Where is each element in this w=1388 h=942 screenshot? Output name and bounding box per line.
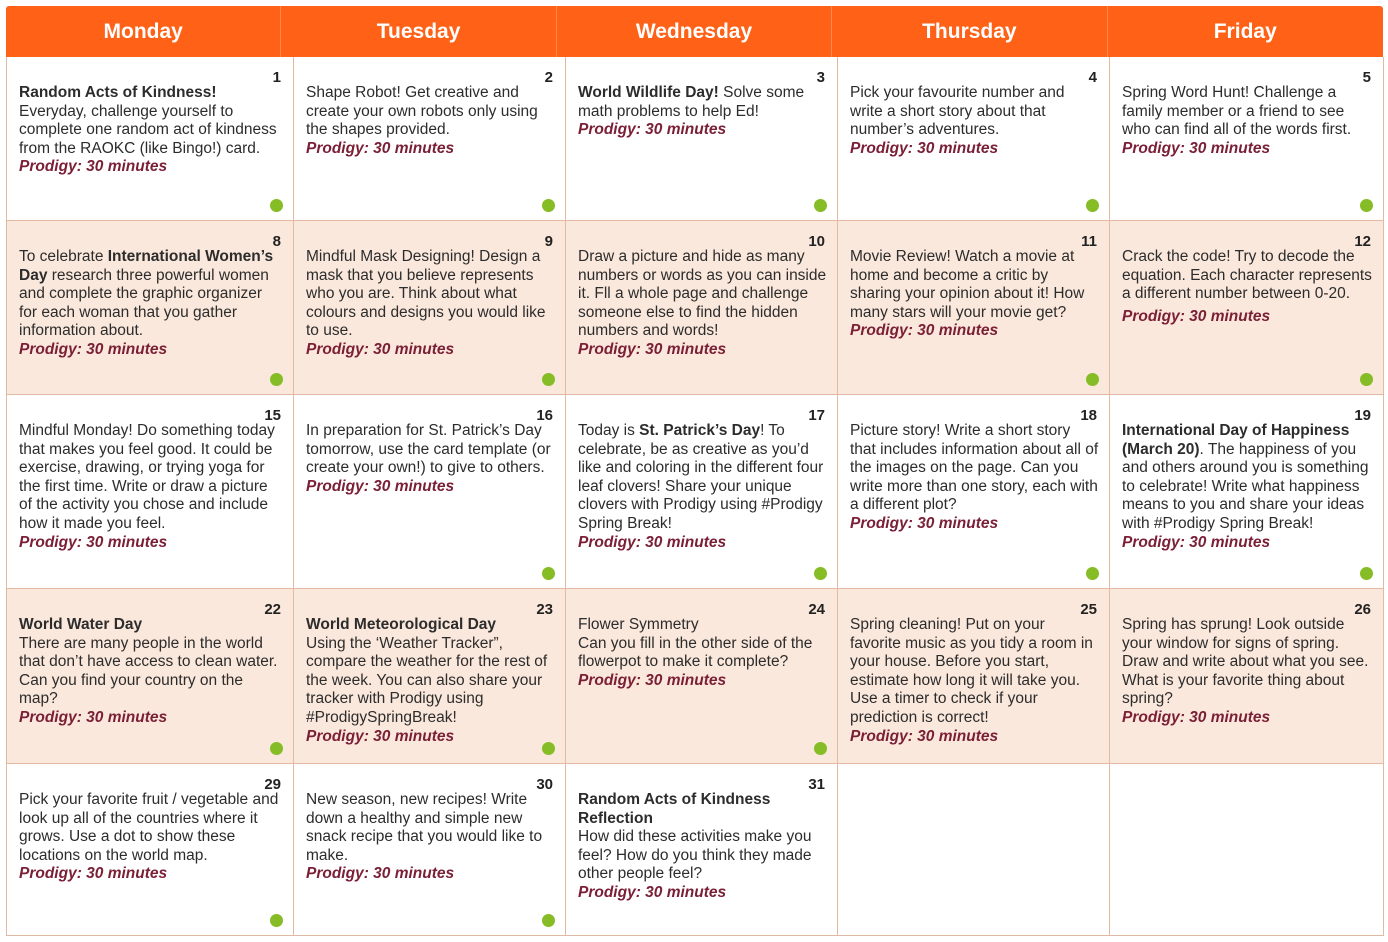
status-dot bbox=[542, 567, 555, 580]
prodigy-time: Prodigy: 30 minutes bbox=[306, 727, 455, 745]
day-cell-26 bbox=[1110, 589, 1384, 764]
activity-text: Can you fill in the other side of the flowerpot to make it complete? bbox=[578, 634, 813, 671]
day-number: 19 bbox=[1354, 407, 1371, 424]
prodigy-time: Prodigy: 30 minutes bbox=[306, 139, 455, 157]
status-dot bbox=[270, 373, 283, 386]
day-number: 22 bbox=[264, 601, 281, 618]
prodigy-time: Prodigy: 30 minutes bbox=[1122, 139, 1271, 157]
day-number: 10 bbox=[808, 233, 825, 250]
status-dot bbox=[1086, 567, 1099, 580]
activity-text: Shape Robot! Get creative and create your own robots only using the shapes provided. bbox=[306, 84, 538, 139]
prodigy-time: Prodigy: 30 minutes bbox=[19, 340, 168, 358]
status-dot bbox=[814, 567, 827, 580]
prodigy-time: Prodigy: 30 minutes bbox=[850, 514, 999, 532]
day-cell-22 bbox=[7, 589, 294, 764]
prodigy-time: Prodigy: 30 minutes bbox=[578, 121, 727, 139]
prodigy-time: Prodigy: 30 minutes bbox=[850, 322, 999, 340]
day-cell-30 bbox=[294, 764, 566, 936]
header-thursday: Thursday bbox=[832, 6, 1107, 57]
prodigy-time: Prodigy: 30 minutes bbox=[306, 340, 455, 358]
day-number: 1 bbox=[272, 69, 281, 86]
day-cell-10 bbox=[566, 221, 838, 395]
day-number: 3 bbox=[816, 69, 825, 86]
status-dot bbox=[542, 914, 555, 927]
day-number: 2 bbox=[544, 69, 553, 86]
day-number: 15 bbox=[264, 407, 281, 424]
activity-text: In preparation for St. Patrick’s Day tomorrow, use the card template (or create your own!) to give to others. bbox=[306, 422, 551, 477]
prodigy-time: Prodigy: 30 minutes bbox=[850, 727, 999, 745]
day-cell-9 bbox=[294, 221, 566, 395]
prodigy-time: Prodigy: 30 minutes bbox=[578, 883, 727, 901]
header-friday: Friday bbox=[1213, 19, 1277, 43]
day-number: 5 bbox=[1362, 69, 1371, 86]
status-dot bbox=[270, 914, 283, 927]
day-cell-29 bbox=[7, 764, 294, 936]
day-cell-31 bbox=[566, 764, 838, 936]
status-dot bbox=[542, 199, 555, 212]
day-cell-16 bbox=[294, 395, 566, 589]
prodigy-time: Prodigy: 30 minutes bbox=[306, 865, 455, 883]
activity-text: Draw a picture and hide as many numbers or words as you can inside it. Fll a whole page and challenge someone else to find the hidden numbers and words! bbox=[578, 248, 827, 340]
day-cell-19 bbox=[1110, 395, 1384, 589]
day-number: 12 bbox=[1354, 233, 1371, 250]
activity-highlight: International Day of Happiness (March 20) bbox=[1122, 422, 1350, 458]
day-cell-15 bbox=[7, 395, 294, 589]
status-dot bbox=[814, 742, 827, 755]
prodigy-time: Prodigy: 30 minutes bbox=[19, 158, 168, 176]
activity-text: Spring cleaning! Put on your favorite music as you tidy a room in your house. Before you start, estimate how long it will take you. Use a timer to check if your prediction is correct! bbox=[850, 616, 1093, 726]
status-dot bbox=[542, 373, 555, 386]
day-cell-25 bbox=[838, 589, 1110, 764]
activity-text-post: research three powerful women and complete the graphic organizer for each woman that you gather information about. bbox=[19, 266, 269, 340]
activity-title: Random Acts of Kindness Reflection bbox=[578, 791, 771, 827]
prodigy-time: Prodigy: 30 minutes bbox=[19, 865, 168, 883]
prodigy-time: Prodigy: 30 minutes bbox=[578, 340, 727, 358]
calendar bbox=[6, 6, 1383, 936]
activity-text: Movie Review! Watch a movie at home and become a critic by sharing your opinion about it! How many stars will your movie get? bbox=[850, 248, 1085, 321]
day-cell-4 bbox=[838, 57, 1110, 221]
day-cell-24 bbox=[566, 589, 838, 764]
activity-text: Everyday, challenge yourself to complete one random act of kindness from the RAOKC (like Bingo!) card. bbox=[19, 102, 277, 157]
activity-text: There are many people in the world that don’t have access to clean water. Can you find your country on the map? bbox=[19, 634, 278, 708]
day-cell-11 bbox=[838, 221, 1110, 395]
status-dot bbox=[542, 742, 555, 755]
status-dot bbox=[270, 742, 283, 755]
activity-text: Pick your favourite number and write a short story about that number’s adventures. bbox=[850, 84, 1065, 139]
activity-text: Crack the code! Try to decode the equation. Each character represents a different number between 0-20. bbox=[1122, 248, 1372, 303]
prodigy-time: Prodigy: 30 minutes bbox=[306, 477, 455, 495]
status-dot bbox=[814, 199, 827, 212]
activity-text: Picture story! Write a short story that includes information about all of the images on the page. Can you write more than one story, each with a different plot? bbox=[850, 422, 1099, 514]
status-dot bbox=[270, 199, 283, 212]
day-cell-1 bbox=[7, 57, 294, 221]
day-number: 18 bbox=[1080, 407, 1097, 424]
activity-text-pre: Today is bbox=[578, 422, 640, 439]
status-dot bbox=[1360, 373, 1373, 386]
status-dot bbox=[1360, 567, 1373, 580]
day-number: 26 bbox=[1354, 601, 1371, 618]
day-cell-empty bbox=[838, 764, 1110, 936]
day-number: 30 bbox=[536, 776, 553, 793]
status-dot bbox=[1360, 199, 1373, 212]
activity-text: How did these activities make you feel? How do you think they made other people feel? bbox=[578, 828, 812, 883]
day-number: 31 bbox=[808, 776, 825, 793]
activity-text-post: ! To celebrate, be as creative as you’d like and coloring in the different four leaf clovers! Share your unique clovers with Prodigy using #Prodigy Spring Break! bbox=[578, 422, 824, 532]
day-cell-23 bbox=[294, 589, 566, 764]
prodigy-time: Prodigy: 30 minutes bbox=[850, 139, 999, 157]
day-cell-17 bbox=[566, 395, 838, 589]
day-number: 9 bbox=[544, 233, 553, 250]
activity-text: Spring has sprung! Look outside your window for signs of spring. Draw and write about what you see. What is your favorite thing about spring? bbox=[1122, 616, 1369, 708]
day-cell-18 bbox=[838, 395, 1110, 589]
day-number: 29 bbox=[264, 776, 281, 793]
activity-highlight: International Women’s Day bbox=[19, 248, 274, 284]
prodigy-time: Prodigy: 30 minutes bbox=[1122, 708, 1271, 726]
activity-text-pre: To celebrate bbox=[19, 248, 108, 265]
day-number: 23 bbox=[536, 601, 553, 618]
activity-title: Random Acts of Kindness! bbox=[19, 84, 217, 101]
prodigy-time: Prodigy: 30 minutes bbox=[19, 533, 168, 551]
activity-text: Solve some math problems to help Ed! bbox=[578, 84, 805, 120]
prodigy-time: Prodigy: 30 minutes bbox=[578, 533, 727, 551]
day-cell-8 bbox=[7, 221, 294, 395]
activity-text: New season, new recipes! Write down a healthy and simple new snack recipe that you would like to make. bbox=[306, 791, 543, 864]
day-number: 8 bbox=[272, 233, 281, 250]
day-number: 24 bbox=[808, 601, 825, 618]
day-number: 25 bbox=[1080, 601, 1097, 618]
activity-title: Flower Symmetry bbox=[578, 616, 699, 633]
day-cell-3 bbox=[566, 57, 838, 221]
prodigy-time: Prodigy: 30 minutes bbox=[1122, 307, 1271, 325]
status-dot bbox=[1086, 373, 1099, 386]
header-wednesday: Wednesday bbox=[557, 6, 832, 57]
day-number: 4 bbox=[1088, 69, 1097, 86]
activity-text: Spring Word Hunt! Challenge a family member or a friend to see who can find all of the words first. bbox=[1122, 84, 1352, 139]
prodigy-time: Prodigy: 30 minutes bbox=[19, 708, 168, 726]
header-monday: Monday bbox=[6, 6, 281, 57]
day-number: 16 bbox=[536, 407, 553, 424]
day-cell-empty bbox=[1110, 764, 1384, 936]
day-number: 17 bbox=[808, 407, 825, 424]
activity-title: World Meteorological Day bbox=[306, 616, 497, 633]
status-dot bbox=[1086, 199, 1099, 212]
activity-text: Mindful Mask Designing! Design a mask that you believe represents who you are. Think about what colours and designs you would like to use. bbox=[306, 248, 546, 340]
activity-text: Mindful Monday! Do something today that makes you feel good. It could be exercise, drawing, or trying yoga for the first time. Write or draw a picture of the activity you chose and include how it made you feel. bbox=[19, 422, 275, 532]
day-number: 11 bbox=[1081, 233, 1097, 250]
prodigy-time: Prodigy: 30 minutes bbox=[1122, 533, 1271, 551]
activity-text: Using the ‘Weather Tracker”, compare the weather for the rest of the week. You can also share your tracker with Prodigy using #ProdigySpringBreak! bbox=[306, 634, 548, 726]
activity-title: World Wildlife Day! bbox=[578, 84, 719, 101]
prodigy-time: Prodigy: 30 minutes bbox=[578, 671, 727, 689]
day-cell-5 bbox=[1110, 57, 1384, 221]
day-cell-2 bbox=[294, 57, 566, 221]
header-tuesday: Tuesday bbox=[281, 6, 556, 57]
calendar-grid bbox=[6, 57, 1383, 936]
activity-text-post: . The happiness of you and others around you is something to celebrate! Write what happiness means to you and share your ideas with #Prodigy Spring Break! bbox=[1122, 440, 1369, 532]
weekday-header bbox=[6, 6, 1383, 57]
activity-title: World Water Day bbox=[19, 616, 143, 633]
activity-highlight: St. Patrick’s Day bbox=[639, 422, 761, 439]
activity-text: Pick your favorite fruit / vegetable and look up all of the countries where it grows. Use a dot to show these locations on the world map. bbox=[19, 791, 279, 864]
day-cell-12 bbox=[1110, 221, 1384, 395]
